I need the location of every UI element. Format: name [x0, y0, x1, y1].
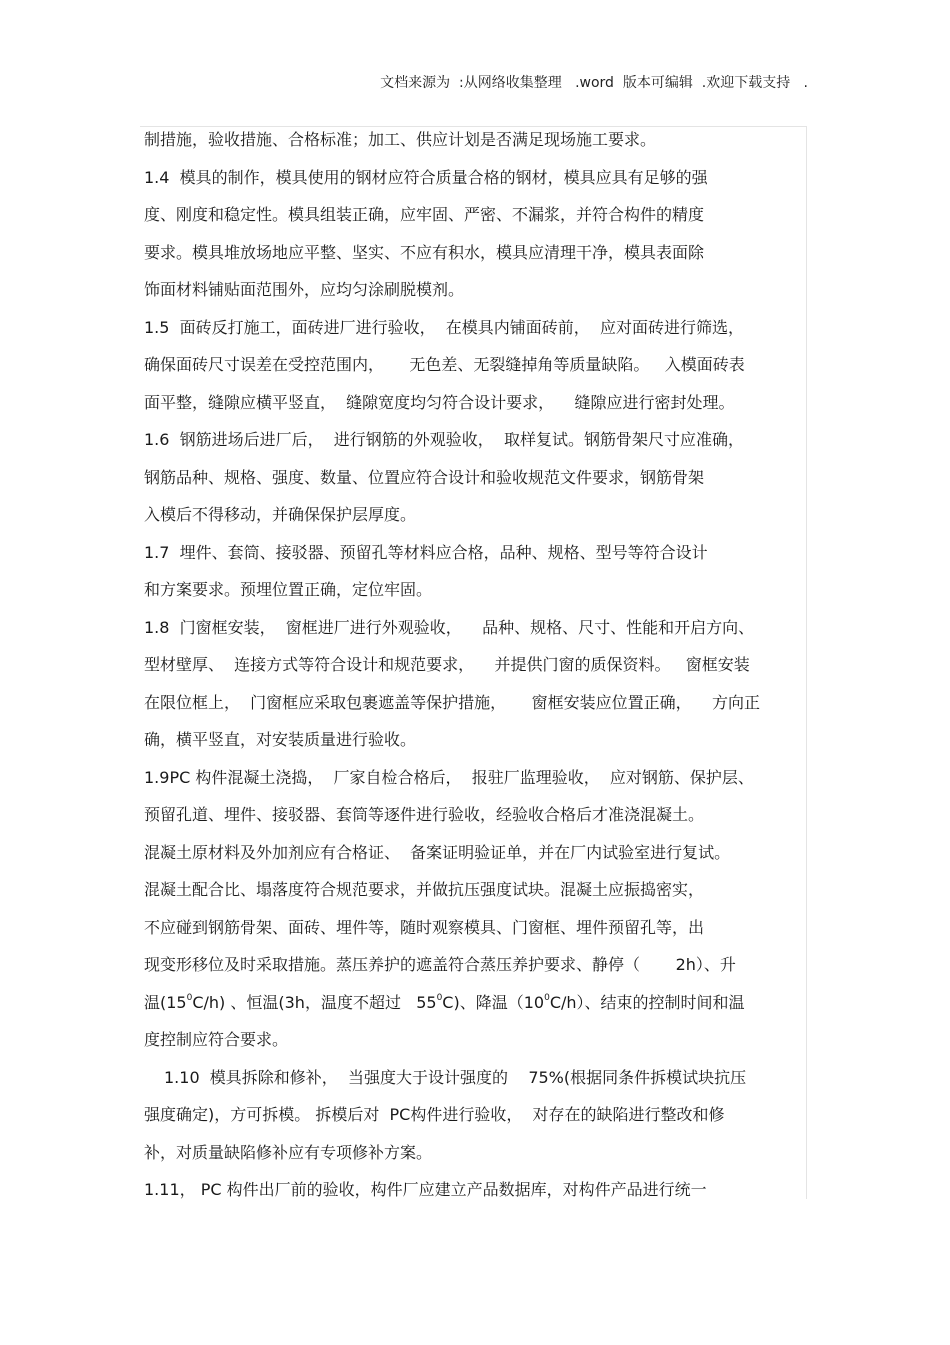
- text-line: 现变形移位及时采取措施。蒸压养护的遮盖符合蒸压养护要求、静停（ 2h）、升: [144, 955, 736, 974]
- text-line: 度控制应符合要求。: [144, 1030, 289, 1049]
- text-line: 度、刚度和稳定性。模具组装正确，应牢固、严密、不漏浆，并符合构件的精度: [144, 205, 705, 224]
- text-line: 确，横平竖直，对安装质量进行验收。: [144, 730, 417, 749]
- text-line: 面平整，缝隙应横平竖直， 缝隙宽度均匀符合设计要求， 缝隙应进行密封处理。: [144, 392, 735, 412]
- superscript-degree: 0: [436, 992, 443, 1003]
- text-line: 1.8 门窗框安装， 窗框进厂进行外观验收， 品种、规格、尺寸、性能和开启方向、: [144, 617, 755, 637]
- superscript-degree: 0: [544, 992, 550, 1003]
- text-line: 钢筋品种、规格、强度、数量、位置应符合设计和验收规范文件要求，钢筋骨架: [144, 467, 705, 487]
- superscript-degree: 0: [186, 992, 193, 1003]
- header-source-note: 文档来源为 :从网络收集整理 .word 版本可编辑 .欢迎下载支持 .: [380, 75, 808, 91]
- text-line: 1.4 模具的制作，模具使用的钢材应符合质量合格的钢材，模具应具有足够的强: [144, 167, 708, 187]
- text-line-temperature: [144, 984, 808, 1022]
- text-line: 不应碰到钢筋骨架、面砖、埋件等，随时观察模具、门窗框、埋件预留孔等，出: [144, 917, 705, 937]
- text-line: 饰面材料铺贴面范围外，应均匀涂刷脱模剂。: [144, 280, 465, 299]
- text-line: 要求。模具堆放场地应平整、坚实、不应有积水，模具应清理干净，模具表面除: [144, 242, 705, 262]
- text-line: 制措施，验收措施、合格标准；加工、供应计划是否满足现场施工要求。: [144, 130, 657, 149]
- text-segment: C)、降温（10: [442, 992, 545, 1012]
- text-line: 和方案要求。预埋位置正确，定位牢固。: [144, 580, 433, 599]
- text-line: 混凝土原材料及外加剂应有合格证、 备案证明验证单，并在厂内试验室进行复试。: [144, 842, 731, 862]
- text-line: 1.6 钢筋进场后进厂后， 进行钢筋的外观验收， 取样复试。钢筋骨架尺寸应准确，: [144, 430, 744, 449]
- text-line-indented: 1.10 模具拆除和修补， 当强度大于设计强度的 75%(根据同条件拆模试块抗压: [164, 1067, 747, 1087]
- text-line: 型材壁厚、 连接方式等符合设计和规范要求， 并提供门窗的质保资料。 窗框安装: [144, 655, 750, 674]
- text-line: 1.5 面砖反打施工，面砖进厂进行验收， 在模具内铺面砖前， 应对面砖进行筛选，: [144, 317, 744, 337]
- text-line: 预留孔道、埋件、接驳器、套筒等逐件进行验收，经验收合格后才准浇混凝土。: [144, 805, 705, 824]
- text-segment: 温(15: [144, 992, 187, 1012]
- document-body: [144, 121, 808, 1209]
- text-line: 强度确定)，方可拆模。 拆模后对 PC构件进行验收， 对存在的缺陷进行整改和修: [144, 1105, 725, 1124]
- text-line: 1.11， PC 构件出厂前的验收，构件厂应建立产品数据库，对构件产品进行统一: [144, 1180, 707, 1199]
- text-line: 补，对质量缺陷修补应有专项修补方案。: [144, 1142, 433, 1162]
- text-line: 确保面砖尺寸误差在受控范围内， 无色差、无裂缝掉角等质量缺陷。 入模面砖表: [144, 355, 745, 374]
- text-line: 混凝土配合比、塌落度符合规范要求，并做抗压强度试块。混凝土应振捣密实，: [144, 880, 705, 899]
- text-segment: C/h) 、恒温(3h，温度不超过 55: [192, 992, 437, 1012]
- text-line: 1.9PC 构件混凝土浇捣， 厂家自检合格后， 报驻厂监理验收， 应对钢筋、保护层、: [144, 767, 754, 787]
- text-line: 入模后不得移动，并确保保护层厚度。: [144, 505, 417, 524]
- text-line: 1.7 埋件、套筒、接驳器、预留孔等材料应合格，品种、规格、型号等符合设计: [144, 542, 708, 562]
- text-line: 在限位框上， 门窗框应采取包裹遮盖等保护措施， 窗框安装应位置正确， 方向正: [144, 692, 760, 712]
- text-segment: C/h）、结束的控制时间和温: [549, 992, 745, 1012]
